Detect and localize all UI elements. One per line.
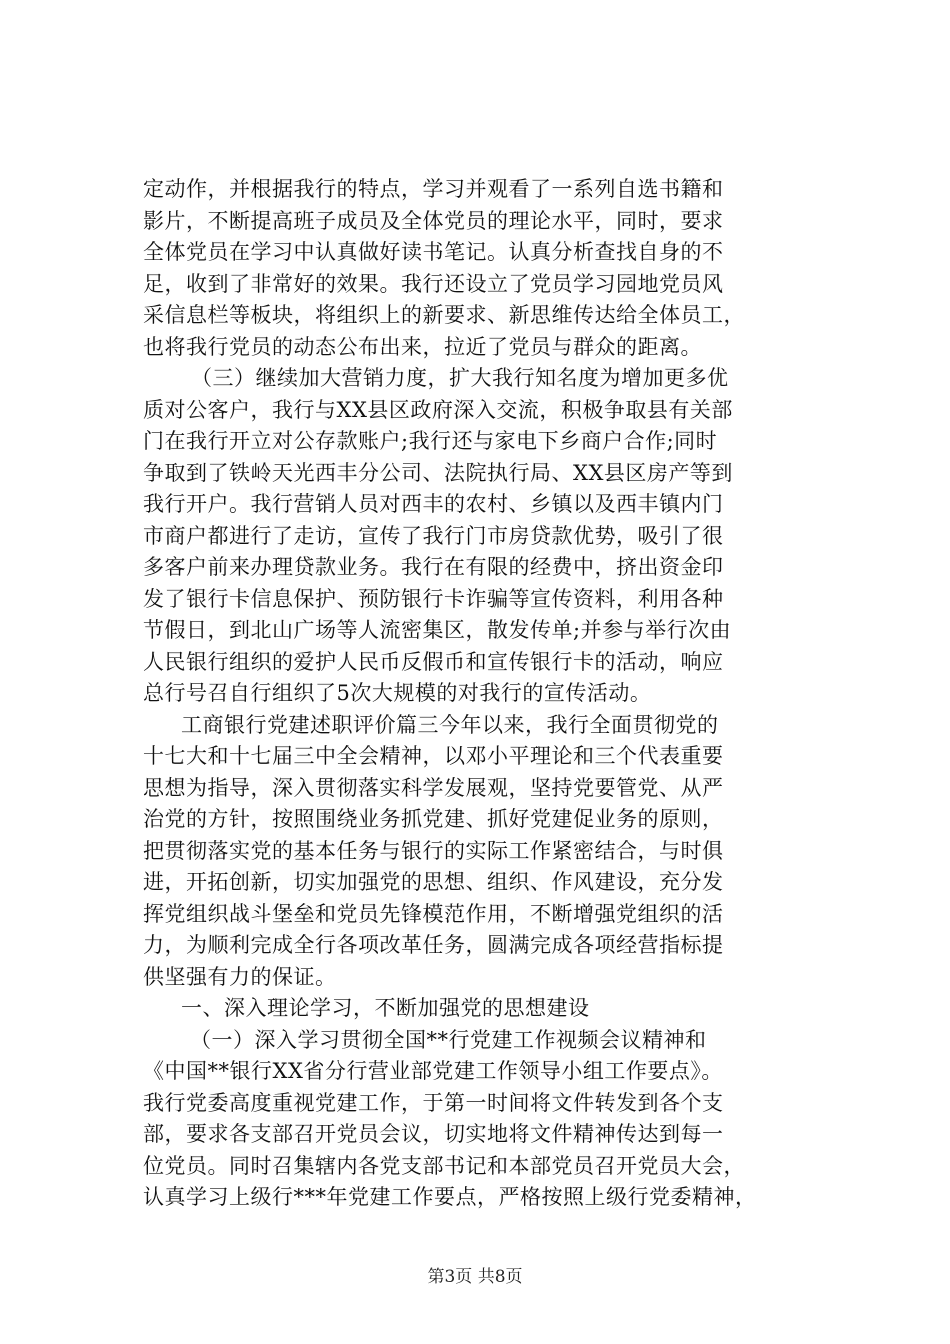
- text-line: 总行号召自行组织了5次大规模的对我行的宣传活动。: [143, 681, 652, 705]
- text-line: 争取到了铁岭天光西丰分公司、法院执行局、XX县区房产等到: [143, 460, 733, 485]
- text-line: 多客户前来办理贷款业务。我行在有限的经费中，挤出资金印: [143, 555, 724, 579]
- text-line: 《中国**银行XX省分行营业部党建工作领导小组工作要点》。: [143, 1059, 723, 1083]
- text-line: 位党员。同时召集辖内各党支部书记和本部党员召开党员大会，: [143, 1153, 745, 1178]
- text-line: 采信息栏等板块，将组织上的新要求、新思维传达给全体员工，: [143, 303, 745, 327]
- text-line: 供坚强有力的保证。: [143, 964, 337, 989]
- text-line: 思想为指导，深入贯彻落实科学发展观，坚持党要管党、从严: [143, 775, 724, 800]
- text-line: 节假日，到北山广场等人流密集区，散发传单;并参与举行次由: [143, 618, 732, 642]
- text-line: 质对公客户，我行与XX县区政府深入交流，积极争取县有关部: [143, 397, 733, 422]
- text-line: 认真学习上级行***年党建工作要点，严格按照上级行党委精神，: [143, 1185, 757, 1209]
- text-line: 挥党组织战斗堡垒和党员先锋模范作用，不断增强党组织的活: [143, 901, 724, 926]
- text-line: 我行开户。我行营销人员对西丰的农村、乡镇以及西丰镇内门: [143, 492, 724, 516]
- section-heading-line: （三）继续加大营销力度，扩大我行知名度为增加更多优: [191, 366, 729, 390]
- section-heading-line: 一、深入理论学习，不断加强党的思想建设: [181, 996, 590, 1020]
- text-line: 定动作，并根据我行的特点，学习并观看了一系列自选书籍和: [143, 177, 724, 201]
- text-line: 力，为顺利完成全行各项改革任务，圆满完成各项经营指标提: [143, 933, 724, 957]
- text-line: 也将我行党员的动态公布出来，拉近了党员与群众的距离。: [143, 334, 702, 359]
- text-line: 十七大和十七届三中全会精神，以邓小平理论和三个代表重要: [143, 744, 724, 768]
- text-line: 影片，不断提高班子成员及全体党员的理论水平，同时，要求: [143, 208, 724, 233]
- text-line: 把贯彻落实党的基本任务与银行的实际工作紧密结合，与时俱: [143, 838, 724, 863]
- text-line: 部，要求各支部召开党员会议，切实地将文件精神传达到每一: [143, 1122, 724, 1146]
- text-line: 门在我行开立对公存款账户;我行还与家电下乡商户合作;同时: [143, 429, 718, 453]
- text-line: 我行党委高度重视党建工作，于第一时间将文件转发到各个支: [143, 1090, 724, 1115]
- text-line: 治党的方针，按照围绕业务抓党建、抓好党建促业务的原则，: [143, 807, 724, 831]
- text-line: 全体党员在学习中认真做好读书笔记。认真分析查找自身的不: [143, 240, 724, 264]
- text-line: 足，收到了非常好的效果。我行还设立了党员学习园地党员风: [143, 271, 724, 296]
- paragraph-start-line: 工商银行党建述职评价篇三今年以来，我行全面贯彻党的: [181, 712, 719, 737]
- page-footer: 第3页 共8页: [427, 1267, 523, 1287]
- text-line: 人民银行组织的爱护人民币反假币和宣传银行卡的活动，响应: [143, 649, 724, 674]
- text-line: 市商户都进行了走访，宣传了我行门市房贷款优势，吸引了很: [143, 523, 724, 548]
- subsection-heading-line: （一）深入学习贯彻全国**行党建工作视频会议精神和: [190, 1027, 707, 1052]
- text-line: 进，开拓创新，切实加强党的思想、组织、作风建设，充分发: [143, 870, 724, 894]
- text-line: 发了银行卡信息保护、预防银行卡诈骗等宣传资料，利用各种: [143, 586, 724, 611]
